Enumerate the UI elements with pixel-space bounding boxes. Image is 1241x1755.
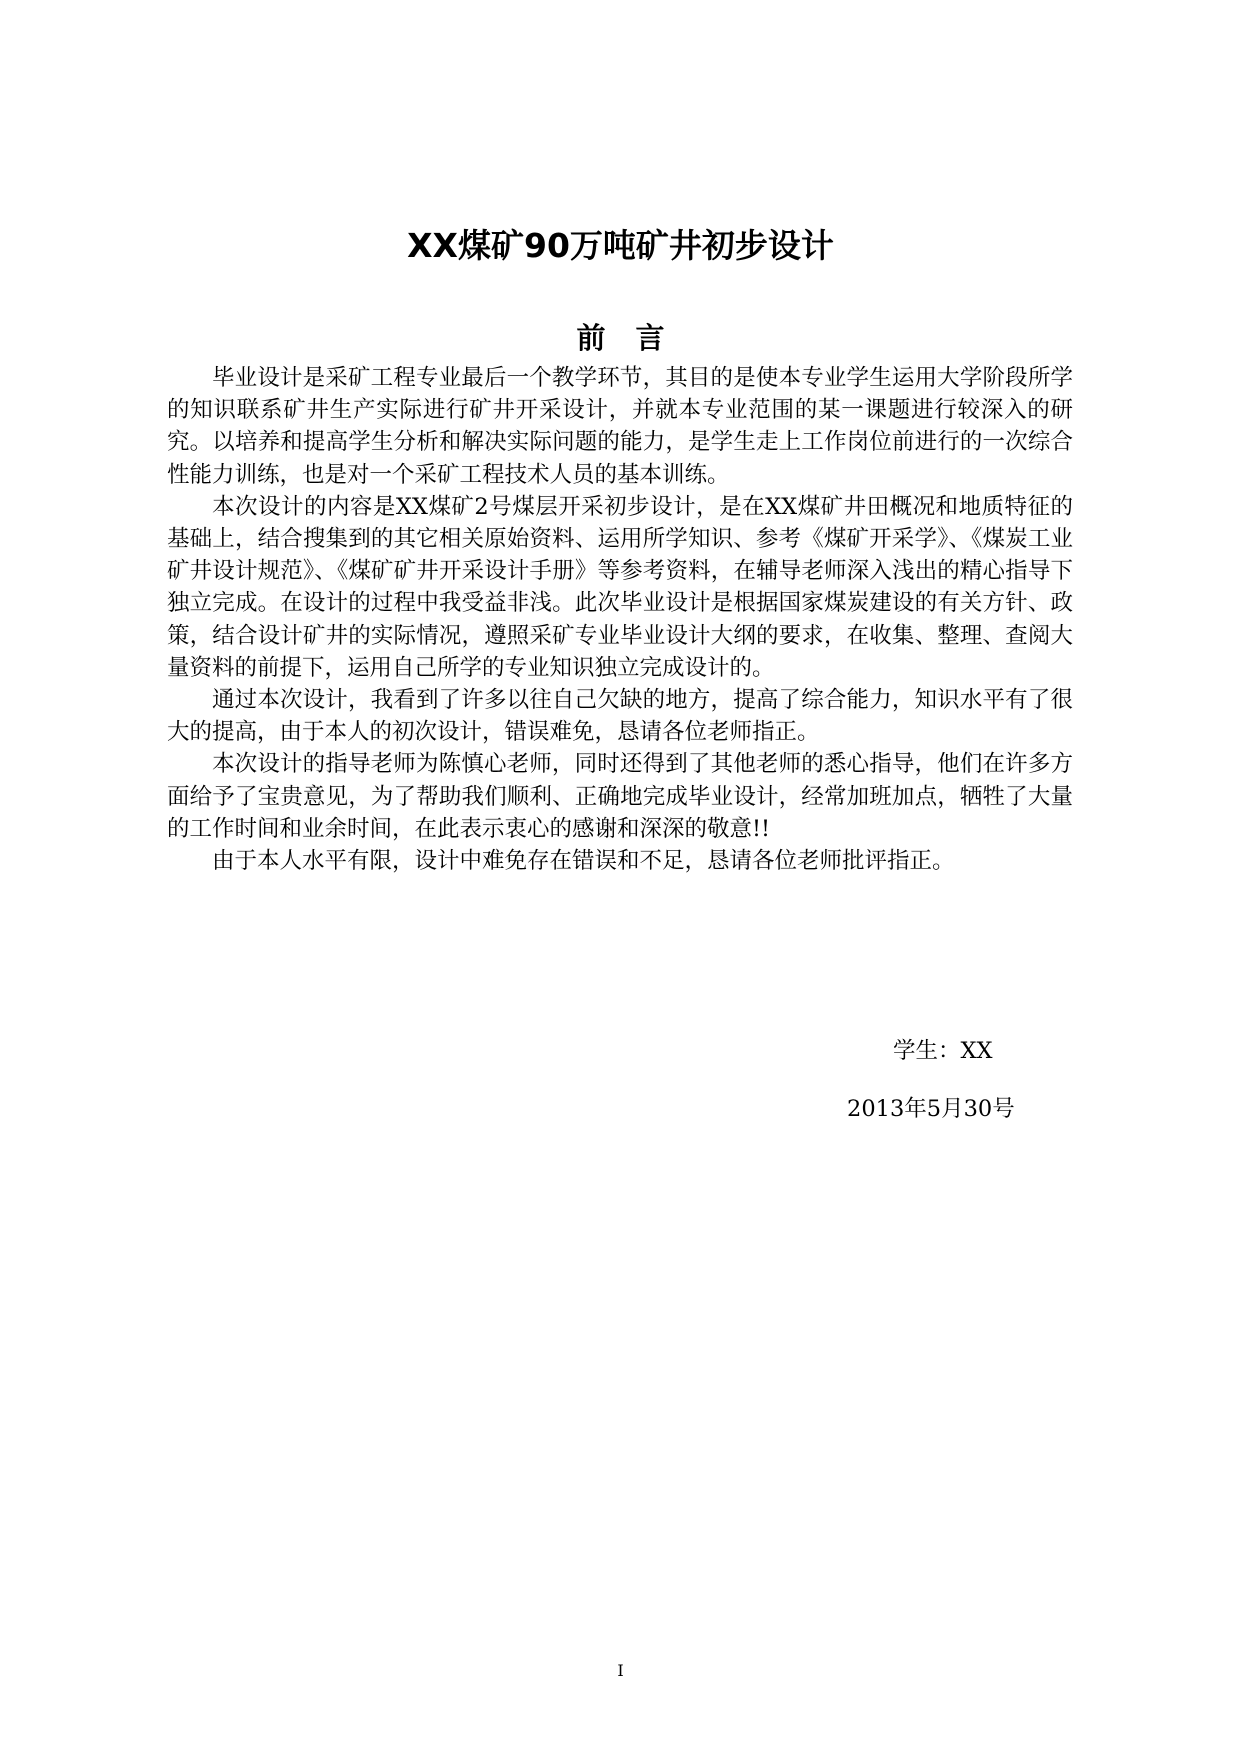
- signature-date: 2013年5月30号: [847, 1096, 1015, 1122]
- paragraph-content: 本次设计的内容是XX煤矿2号煤层开采初步设计，是在XX煤矿井田概况和地质特征的基础上，结合搜集到的其它相关原始资料、运用所学知识、参考《煤矿开采学》、《煤炭工业矿井设计规范》、《煤矿矿井开采设计手册》等参考资料，在辅导老师深入浅出的精心指导下独立完成。在设计的过程中我受益非浅。此次毕业设计是根据国家煤炭建设的有关方针、政策，结合设计矿井的实际情况，遵照采矿专业毕业设计大纲的要求，在收集、整理、查阅大量资料的前提下，运用自己所学的专业知识独立完成设计的。: [167, 493, 1073, 681]
- preface-heading: 前言: [576, 321, 695, 355]
- paragraph-closing: 由于本人水平有限，设计中难免存在错误和不足，恳请各位老师批评指正。: [212, 848, 955, 875]
- page-number: I: [617, 1661, 624, 1680]
- signature-student: 学生：XX: [893, 1038, 993, 1064]
- paragraph-gains: 通过本次设计，我看到了许多以往自己欠缺的地方，提高了综合能力，知识水平有了很大的提高，由于本人的初次设计，错误难免，恳请各位老师指正。: [167, 687, 1073, 746]
- preface-body: [167, 362, 1073, 877]
- page-title: XX煤矿90万吨矿井初步设计: [407, 226, 834, 265]
- paragraph-thanks: 本次设计的指导老师为陈慎心老师，同时还得到了其他老师的悉心指导，他们在许多方面给予了宝贵意见，为了帮助我们顺利、正确地完成毕业设计，经常加班加点，牺牲了大量的工作时间和业余时间，在此表示衷心的感谢和深深的敬意!!: [167, 751, 1073, 842]
- paragraph-purpose: 毕业设计是采矿工程专业最后一个教学环节，其目的是使本专业学生运用大学阶段所学的知识联系矿井生产实际进行矿井开采设计，并就本专业范围的某一课题进行较深入的研究。以培养和提高学生分析和解决实际问题的能力，是学生走上工作岗位前进行的一次综合性能力训练，也是对一个采矿工程技术人员的基本训练。: [167, 365, 1073, 488]
